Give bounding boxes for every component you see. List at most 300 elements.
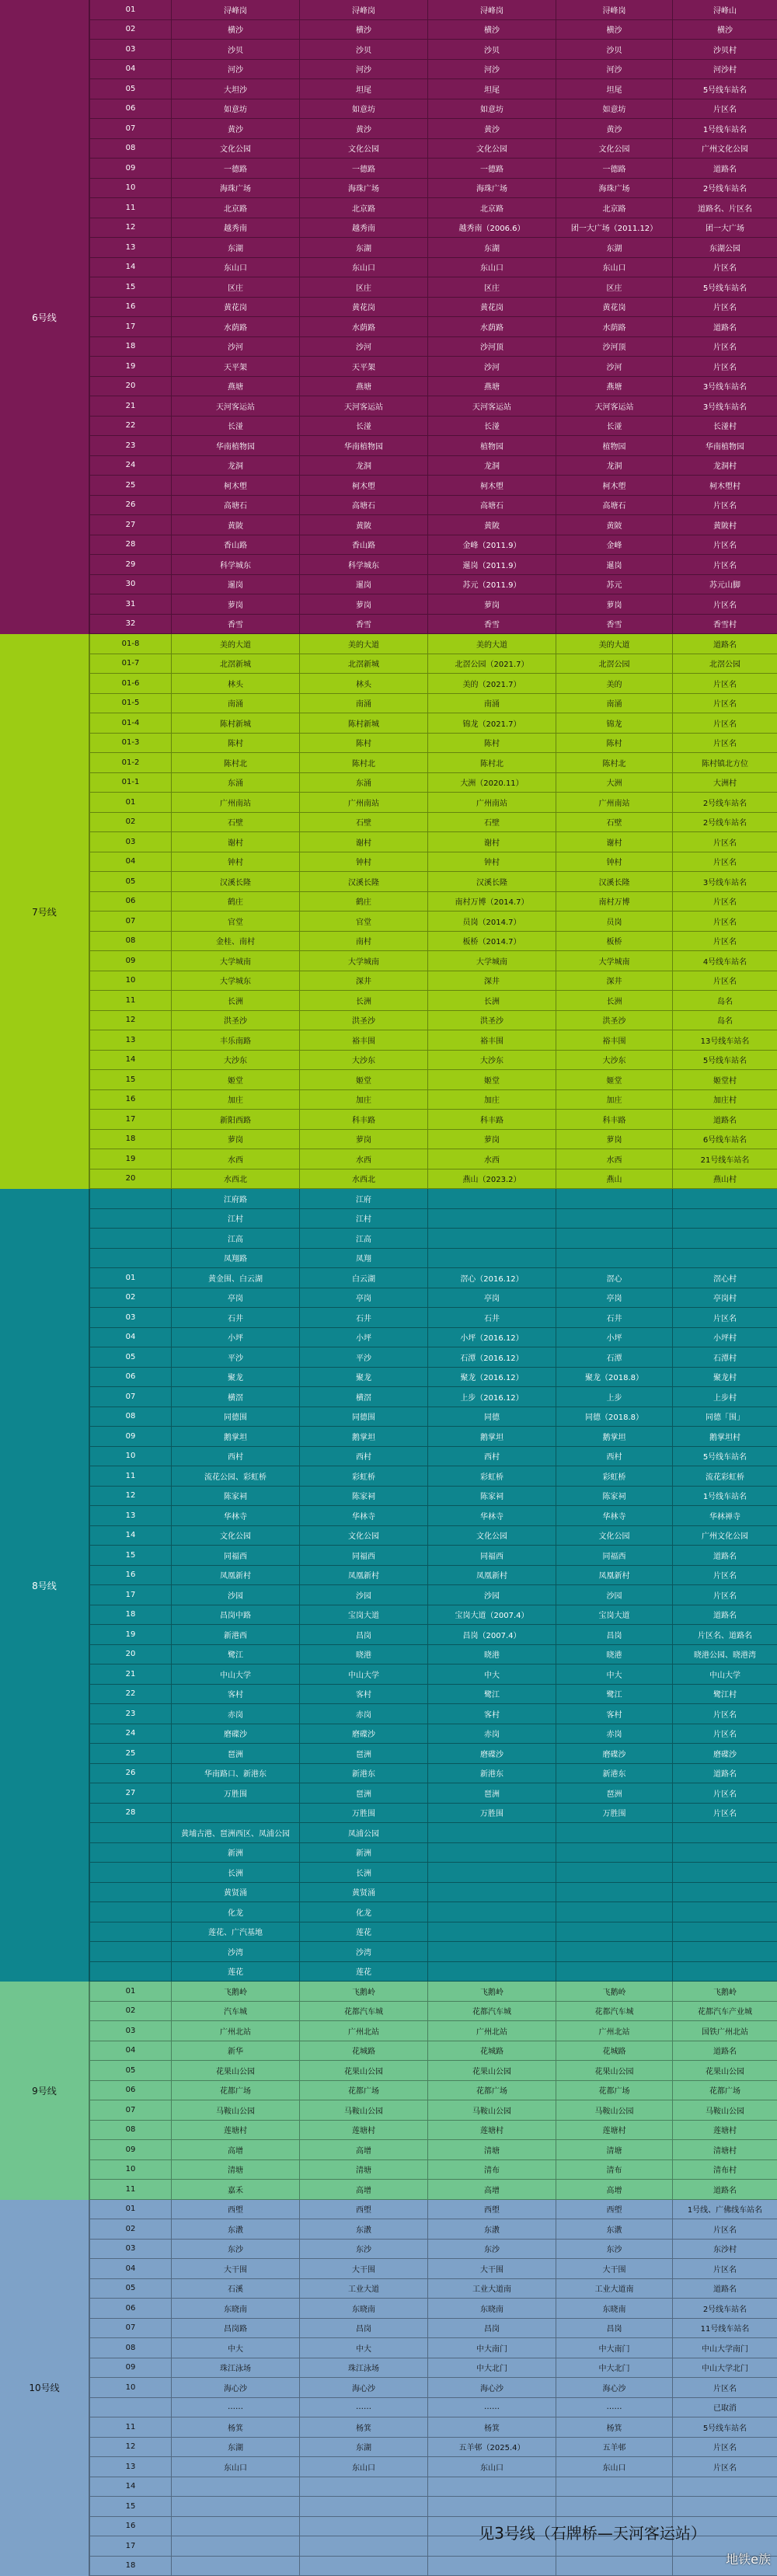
table-cell: 广州文化公园	[672, 1526, 777, 1546]
table-row	[89, 892, 777, 912]
table-cell: 片区名	[672, 357, 777, 376]
table-cell: 谢村	[299, 832, 427, 852]
table-row	[89, 496, 777, 516]
table-cell: 11	[89, 1466, 171, 1486]
table-cell: 18	[89, 337, 171, 357]
table-cell: 同福西	[427, 1546, 556, 1565]
table-cell: 1号线、广佛线车站名	[672, 2200, 777, 2219]
table-cell: 东山口	[427, 2457, 556, 2477]
table-cell: 鹭江村	[672, 1685, 777, 1704]
table-cell: 08	[89, 2338, 171, 2358]
table-cell: 16	[89, 1566, 171, 1585]
table-cell: 5号线车站名	[672, 2417, 777, 2437]
table-cell: 亭岗	[171, 1288, 299, 1308]
table-cell: 片区名	[672, 1585, 777, 1605]
table-cell: 东晓南	[299, 2299, 427, 2318]
table-cell: 3号线车站名	[672, 396, 777, 416]
table-cell: 平沙	[171, 1347, 299, 1367]
table-cell: 15	[89, 2497, 171, 2516]
table-cell: 飞鹅岭	[556, 1982, 672, 2001]
table-cell: 10	[89, 1447, 171, 1466]
table-cell: 龙洞	[427, 456, 556, 476]
table-cell: 清布	[556, 2160, 672, 2180]
table-cell: 东湖	[427, 238, 556, 257]
table-cell: 道路名	[672, 1605, 777, 1625]
table-cell: 东晓南	[171, 2299, 299, 2318]
table-cell: 东山口	[171, 258, 299, 277]
table-cell: ……	[427, 2398, 556, 2417]
table-cell: 石壁	[171, 813, 299, 832]
table-cell: 马鞍山公园	[427, 2100, 556, 2120]
table-row	[89, 1883, 777, 1903]
table-row	[89, 773, 777, 793]
table-cell: 沙园	[299, 1585, 427, 1605]
table-cell: 岛名	[672, 991, 777, 1010]
table-cell: 27	[89, 515, 171, 535]
table-cell: 西村	[299, 1447, 427, 1466]
table-row	[89, 1664, 777, 1685]
table-cell: 01-2	[89, 753, 171, 772]
table-row	[89, 694, 777, 714]
table-row	[89, 654, 777, 675]
table-cell: 小坪村	[672, 1328, 777, 1347]
table-cell	[556, 1229, 672, 1248]
table-cell: 南村万博（2014.7）	[427, 892, 556, 912]
table-cell: 东漖	[299, 2219, 427, 2239]
table-cell: 横沙	[299, 20, 427, 40]
table-cell: 华林禅寺	[672, 1506, 777, 1525]
table-cell: 黄沙	[427, 119, 556, 138]
table-row	[89, 79, 777, 99]
table-cell: 片区名	[672, 892, 777, 912]
table-cell: 昌岗	[427, 2319, 556, 2338]
table-cell: 东沙	[556, 2240, 672, 2259]
table-cell: 片区名	[672, 694, 777, 713]
table-cell: 杨箕	[427, 2417, 556, 2437]
line10-note: 见3号线（石牌桥—天河客运站）	[408, 2493, 777, 2571]
table-cell: 上步村	[672, 1387, 777, 1407]
table-row	[89, 317, 777, 337]
table-cell: 陈村北	[427, 753, 556, 772]
table-cell: 片区名	[672, 1783, 777, 1803]
table-cell: 片区名	[672, 298, 777, 317]
table-cell: 北京路	[427, 198, 556, 218]
table-cell: 广州南站	[427, 793, 556, 812]
table-cell: 24	[89, 456, 171, 476]
table-cell: 越秀南	[299, 218, 427, 238]
table-cell: 02	[89, 2219, 171, 2239]
table-cell: 09	[89, 951, 171, 971]
table-cell: 金峰（2011.9）	[427, 535, 556, 555]
table-cell: 广州南站	[171, 793, 299, 812]
table-cell	[89, 1883, 171, 1902]
table-cell: 工业大道	[299, 2279, 427, 2299]
table-cell: 上步	[556, 1387, 672, 1407]
table-cell: 新港东	[299, 1764, 427, 1783]
table-cell: 鹅掌坦	[299, 1427, 427, 1446]
table-row	[89, 0, 777, 20]
table-cell: 新洲	[299, 1843, 427, 1863]
table-cell: 北滘公园（2021.7）	[427, 654, 556, 674]
table-cell: 五羊邨（2025.4）	[427, 2438, 556, 2457]
table-cell: 科丰路	[299, 1110, 427, 1129]
table-cell: 美的大道	[427, 634, 556, 654]
table-cell: 13	[89, 1506, 171, 1525]
table-cell	[89, 2398, 171, 2417]
table-cell: 黄贤涌	[171, 1883, 299, 1902]
table-cell: 如意坊	[427, 99, 556, 119]
table-cell: 道路名、片区名	[672, 198, 777, 218]
table-cell: 清塘	[427, 2140, 556, 2159]
table-cell: 片区名	[672, 832, 777, 852]
table-row	[89, 1982, 777, 2002]
table-cell: 片区名	[672, 535, 777, 555]
table-cell: 大洲村	[672, 773, 777, 793]
table-cell: 文化公园	[171, 1526, 299, 1546]
table-cell	[672, 1189, 777, 1208]
table-cell: 片区名	[672, 713, 777, 733]
table-row	[89, 1368, 777, 1388]
table-cell	[556, 1883, 672, 1902]
table-cell: 萝岗	[299, 1130, 427, 1149]
table-cell: 洪圣沙	[299, 1011, 427, 1030]
table-cell: 黄陂	[556, 515, 672, 535]
table-cell: 广州南站	[299, 793, 427, 812]
table-cell: 燕山村	[672, 1169, 777, 1189]
table-cell: 09	[89, 159, 171, 178]
table-cell: 2号线车站名	[672, 813, 777, 832]
table-cell	[171, 1804, 299, 1823]
table-cell: 片区名	[672, 2378, 777, 2397]
table-cell: 彩虹桥	[299, 1466, 427, 1486]
table-cell: 化龙	[171, 1902, 299, 1922]
table-cell: 01-4	[89, 713, 171, 733]
table-cell: 2号线车站名	[672, 2299, 777, 2318]
table-cell: 新华	[171, 2041, 299, 2061]
table-cell: 01-6	[89, 674, 171, 693]
table-cell: 莲塘村	[171, 2121, 299, 2140]
table-cell: 01-3	[89, 734, 171, 753]
table-cell: 华林寺	[556, 1506, 672, 1525]
table-row	[89, 2180, 777, 2200]
table-cell: 南涌	[299, 694, 427, 713]
table-cell: 河沙	[427, 60, 556, 79]
table-cell: 加庄	[299, 1090, 427, 1110]
table-cell	[556, 1249, 672, 1268]
table-cell: 流花彩虹桥	[672, 1466, 777, 1486]
table-row	[89, 1149, 777, 1169]
table-cell: 莲塘村	[427, 2121, 556, 2140]
table-cell: 17	[89, 2536, 171, 2556]
table-cell: 09	[89, 2140, 171, 2159]
table-cell: 沙河顶	[556, 337, 672, 357]
table-cell: 水西	[171, 1149, 299, 1169]
table-cell	[89, 1229, 171, 1248]
table-cell: 29	[89, 555, 171, 574]
table-cell: 新港东	[556, 1764, 672, 1783]
line-name: 6号线	[0, 0, 89, 634]
table-row	[89, 1764, 777, 1784]
table-cell: 03	[89, 40, 171, 59]
table-cell: 莲花	[299, 1962, 427, 1982]
table-cell: 一德路	[299, 159, 427, 178]
table-cell: 姬堂	[556, 1070, 672, 1089]
table-cell: 文化公园	[556, 139, 672, 159]
table-cell: 科丰路	[556, 1110, 672, 1129]
table-cell: 天河客运站	[427, 396, 556, 416]
table-cell: 陈村镇北方位	[672, 753, 777, 772]
line-block	[0, 634, 777, 1189]
table-cell: 05	[89, 1347, 171, 1367]
table-cell: 凤凰新村	[556, 1566, 672, 1585]
table-cell: 区庄	[171, 277, 299, 297]
table-row	[89, 1724, 777, 1745]
table-cell: 片区名	[672, 1566, 777, 1585]
table-cell: 道路名	[672, 2279, 777, 2299]
table-cell: 01	[89, 2200, 171, 2219]
table-cell: 11号线车站名	[672, 2319, 777, 2338]
table-row	[89, 2100, 777, 2121]
table-cell: 裕丰围	[556, 1030, 672, 1050]
table-row	[89, 832, 777, 852]
table-row	[89, 2417, 777, 2438]
table-cell: 浔峰岗	[299, 0, 427, 19]
table-cell: 植物园	[427, 436, 556, 455]
table-cell: 片区名	[672, 1308, 777, 1327]
table-cell: 西塱	[171, 2200, 299, 2219]
table-cell: 大干围	[299, 2259, 427, 2278]
table-cell: 道路名	[672, 2180, 777, 2199]
table-cell: 东山口	[556, 2457, 672, 2477]
table-cell: 片区名	[672, 2259, 777, 2278]
table-cell: 石壁	[427, 813, 556, 832]
table-cell: 团一大广场（2011.12）	[556, 218, 672, 238]
table-cell: 萝岗	[171, 1130, 299, 1149]
table-cell	[427, 1823, 556, 1842]
table-cell: 马鞍山公园	[556, 2100, 672, 2120]
table-cell: 区庄	[556, 277, 672, 297]
table-cell: 水荫路	[299, 317, 427, 336]
table-cell: 28	[89, 535, 171, 555]
table-row	[89, 1407, 777, 1427]
table-cell: 陈村北	[171, 753, 299, 772]
table-cell: 美的（2021.7）	[427, 674, 556, 693]
table-cell: 香雪	[171, 615, 299, 634]
table-cell: 天河客运站	[171, 396, 299, 416]
table-cell: 珠江泳场	[299, 2358, 427, 2378]
table-cell: 07	[89, 1387, 171, 1407]
table-cell: 水西	[427, 1149, 556, 1169]
table-row	[89, 1902, 777, 1922]
table-cell: 官堂	[299, 912, 427, 931]
table-cell: 5号线车站名	[672, 1051, 777, 1070]
table-cell: 汉溪长隆	[556, 872, 672, 891]
table-row	[89, 1051, 777, 1071]
table-cell	[427, 1883, 556, 1902]
table-row	[89, 1843, 777, 1863]
table-cell: 姬堂	[427, 1070, 556, 1089]
table-cell: 东漖	[171, 2219, 299, 2239]
table-cell: 流花公园、彩虹桥	[171, 1466, 299, 1486]
table-cell: 滘心村	[672, 1268, 777, 1288]
table-cell: 锦龙（2021.7）	[427, 713, 556, 733]
table-cell: 11	[89, 2417, 171, 2437]
table-cell: 片区名、道路名	[672, 1625, 777, 1644]
table-cell: 清塘村	[672, 2140, 777, 2159]
table-row	[89, 258, 777, 278]
table-row	[89, 2398, 777, 2418]
table-cell: 江高	[171, 1229, 299, 1248]
table-row	[89, 2319, 777, 2339]
table-cell: 01-1	[89, 773, 171, 793]
table-cell: 大学城南	[427, 951, 556, 971]
table-cell: 磨碟沙	[171, 1724, 299, 1744]
table-cell: 片区名	[672, 258, 777, 277]
table-cell: 香雪	[427, 615, 556, 634]
table-cell: 区庄	[427, 277, 556, 297]
table-row	[89, 2140, 777, 2160]
table-cell: 凤凰新村	[427, 1566, 556, 1585]
table-row	[89, 1090, 777, 1110]
table-cell: 花城路	[427, 2041, 556, 2061]
table-cell: 江高	[299, 1229, 427, 1248]
table-cell: 横沙	[171, 20, 299, 40]
table-cell: 东山口	[427, 258, 556, 277]
table-cell: 道路名	[672, 1110, 777, 1129]
table-cell: 如意坊	[171, 99, 299, 119]
table-row	[89, 436, 777, 456]
table-cell: 平沙	[299, 1347, 427, 1367]
table-cell: 北滘新城	[299, 654, 427, 674]
table-cell: 19	[89, 1625, 171, 1644]
table-cell: 长洲	[299, 991, 427, 1010]
table-cell: 北滘公园	[672, 654, 777, 674]
table-cell: 横沙	[556, 20, 672, 40]
table-cell: 片区名	[672, 2457, 777, 2477]
table-cell: 姬堂	[171, 1070, 299, 1089]
table-cell: 08	[89, 1407, 171, 1427]
table-cell: 03	[89, 2240, 171, 2259]
table-cell: 沙河顶	[427, 337, 556, 357]
table-cell: 东沙	[299, 2240, 427, 2259]
table-cell: 文化公园	[171, 139, 299, 159]
line-name: 7号线	[0, 634, 89, 1189]
table-cell: 江府	[299, 1189, 427, 1208]
table-cell: 道路名	[672, 2041, 777, 2061]
table-cell: 21	[89, 1664, 171, 1684]
table-cell: 道路名	[672, 634, 777, 654]
table-row	[89, 1130, 777, 1150]
table-cell: 东漖	[427, 2219, 556, 2239]
table-cell: 江府路	[171, 1189, 299, 1208]
table-row	[89, 298, 777, 318]
table-cell: 14	[89, 258, 171, 277]
table-cell: 加庄	[556, 1090, 672, 1110]
table-cell: 道路名	[672, 1546, 777, 1565]
table-cell: ……	[171, 2398, 299, 2417]
table-cell	[556, 1922, 672, 1942]
table-cell: 海珠广场	[299, 179, 427, 198]
table-cell: 03	[89, 1308, 171, 1327]
table-row	[89, 674, 777, 694]
table-row	[89, 139, 777, 159]
table-cell: 柯木塱村	[672, 476, 777, 495]
table-cell: 东湖	[299, 238, 427, 257]
table-cell: 花果山公园	[171, 2061, 299, 2080]
table-cell: 亭岗	[556, 1288, 672, 1308]
table-cell: 聚龙（2016.12）	[427, 1368, 556, 1387]
table-cell	[672, 1883, 777, 1902]
table-cell: 花城路	[299, 2041, 427, 2061]
table-cell: 亭岗	[299, 1288, 427, 1308]
table-cell: 赤岗	[299, 1704, 427, 1724]
table-cell: 中大北门	[427, 2358, 556, 2378]
table-cell: 东晓南	[427, 2299, 556, 2318]
table-cell	[672, 1249, 777, 1268]
table-cell: 广州文化公园	[672, 139, 777, 159]
table-cell: 东涌	[299, 773, 427, 793]
table-cell: 沙贝	[171, 40, 299, 59]
table-cell: 苏元（2011.9）	[427, 575, 556, 594]
table-cell: 滘心	[556, 1268, 672, 1288]
table-row	[89, 1030, 777, 1051]
table-cell: 05	[89, 2061, 171, 2080]
table-cell: 花都广场	[427, 2081, 556, 2100]
table-cell: 彩虹桥	[427, 1466, 556, 1486]
table-cell: 27	[89, 1783, 171, 1803]
table-cell: 中大	[427, 1664, 556, 1684]
table-cell: 一德路	[556, 159, 672, 178]
table-cell: 东山口	[556, 258, 672, 277]
table-cell: 鹭江	[171, 1645, 299, 1664]
table-cell: 02	[89, 1288, 171, 1308]
table-cell	[89, 1922, 171, 1942]
table-cell: 片区名	[672, 2219, 777, 2239]
table-cell	[427, 1863, 556, 1882]
table-cell: 西塱	[299, 2200, 427, 2219]
table-cell: 高增	[556, 2180, 672, 2199]
table-cell: 水西北	[171, 1169, 299, 1189]
table-cell: 03	[89, 2021, 171, 2041]
table-cell	[672, 1962, 777, 1982]
table-cell: 凤翔	[299, 1249, 427, 1268]
table-cell: 莲塘村	[672, 2121, 777, 2140]
table-row	[89, 971, 777, 992]
table-cell: 南村	[299, 932, 427, 951]
table-cell: 清塘	[556, 2140, 672, 2159]
table-cell: 大学城东	[171, 971, 299, 991]
table-cell: 小坪（2016.12）	[427, 1328, 556, 1347]
table-cell: 水西北	[299, 1169, 427, 1189]
table-cell	[556, 1942, 672, 1961]
table-cell	[556, 1823, 672, 1842]
table-cell: 丰乐南路	[171, 1030, 299, 1050]
table-cell: 08	[89, 139, 171, 159]
table-cell: 柯木塱	[556, 476, 672, 495]
table-cell: 中大北门	[556, 2358, 672, 2378]
table-cell: 1号线车站名	[672, 119, 777, 138]
table-cell	[89, 1189, 171, 1208]
table-cell: 江村	[171, 1209, 299, 1229]
table-cell: 海心沙	[427, 2378, 556, 2397]
table-cell: 04	[89, 2041, 171, 2061]
table-cell	[89, 1823, 171, 1842]
table-row	[89, 1585, 777, 1605]
table-row	[89, 1605, 777, 1626]
table-cell: 浔峰岗	[556, 0, 672, 19]
table-cell: 中大	[299, 2338, 427, 2358]
table-row	[89, 1823, 777, 1843]
